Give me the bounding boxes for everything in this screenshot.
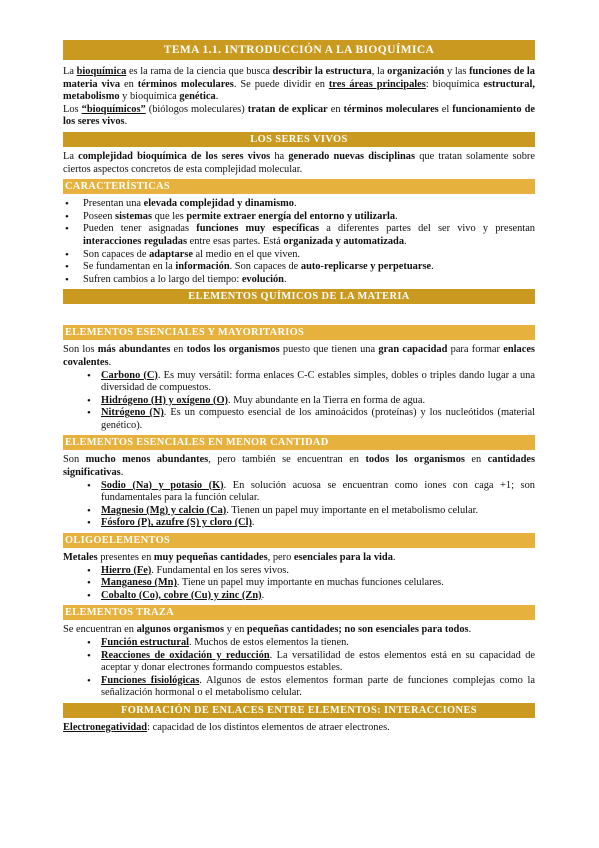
intro-paragraph-1: La bioquímica es la rama de la ciencia que busca describir la estructura, la organización y las funciones de la materia viva en términos moleculares. Se puede dividir en tres áreas principales: bioquímica estructural, metabolismo y bioquímica genética. (63, 66, 536, 103)
traza-paragraph: Se encuentran en algunos organismos y en pequeñas cantidades; no son esenciales para todos. (63, 624, 472, 636)
section-heading-seres-vivos: LOS SERES VIVOS (63, 132, 535, 147)
list-item: • Sufren cambios a lo largo del tiempo: evolución. (63, 274, 535, 287)
traza-list (63, 637, 535, 700)
menor-cantidad-list (63, 480, 535, 530)
list-item: • Función estructural. Muchos de estos elementos la tienen. (87, 637, 535, 650)
subheading-menor-cantidad: ELEMENTOS ESENCIALES EN MENOR CANTIDAD (63, 435, 535, 450)
caracteristicas-list (63, 198, 535, 286)
list-item: • Magnesio (Mg) y calcio (Ca). Tienen un papel muy importante en el metabolismo celular. (87, 505, 535, 518)
list-item: • Hierro (Fe). Fundamental en los seres vivos. (87, 565, 535, 578)
mayoritarios-list (63, 370, 535, 433)
section-spacer (63, 308, 535, 322)
list-item: • Cobalto (Co), cobre (Cu) y zinc (Zn). (87, 590, 535, 603)
list-item: • Nitrógeno (N). Es un compuesto esencial de los aminoácidos (proteínas) y los nucleótidos (material genético). (87, 407, 535, 432)
seres-vivos-paragraph: La complejidad bioquímica de los seres vivos ha generado nuevas disciplinas que tratan solamente sobre ciertos aspectos concretos de esta complejidad molecular. (63, 150, 535, 175)
mayoritarios-paragraph: Son los más abundantes en todos los organismos puesto que tienen una gran capacidad para formar enlaces covalentes. (63, 344, 535, 368)
list-item: • Sodio (Na) y potasio (K). En solución acuosa se encuentran como iones con caga +1; son fundamentales para la función celular. (87, 480, 535, 505)
list-item: • Carbono (C). Es muy versátil: forma enlaces C-C estables simples, dobles o triples dando lugar a una diversidad de compuestos. (87, 370, 535, 395)
intro-paragraph-2: Los “bioquímicos” (biólogos moleculares) tratan de explicar en términos moleculares el funcionamiento de los seres vivos. (63, 103, 535, 128)
page-title: TEMA 1.1. INTRODUCCIÓN A LA BIOQUÍMICA (63, 40, 535, 60)
section-heading-enlaces: FORMACIÓN DE ENLACES ENTRE ELEMENTOS: INTERACCIONES (63, 703, 535, 718)
list-item: • Poseen sistemas que les permite extraer energía del entorno y utilizarla. (63, 211, 535, 224)
list-item: • Manganeso (Mn). Tiene un papel muy importante en muchas funciones celulares. (87, 577, 535, 590)
list-item: • Fósforo (P), azufre (S) y cloro (Cl). (87, 517, 535, 530)
list-item: • Reacciones de oxidación y reducción. La versatilidad de estos elementos está en su capacidad de aceptar y donar electrones formando compuestos estables. (87, 650, 535, 675)
oligoelementos-paragraph: Metales presentes en muy pequeñas cantidades, pero esenciales para la vida. (63, 552, 396, 564)
menor-cantidad-paragraph: Son mucho menos abundantes, pero también se encuentran en todos los organismos en cantidades significativas. (63, 454, 535, 479)
subheading-caracteristicas: CARACTERÍSTICAS (63, 179, 535, 194)
oligoelementos-list (63, 565, 535, 603)
list-item: • Se fundamentan en la información. Son capaces de auto-replicarse y perpetuarse. (63, 261, 535, 274)
subheading-oligoelementos: OLIGOELEMENTOS (63, 533, 535, 548)
enlaces-paragraph: Electronegatividad: capacidad de los distintos elementos de atraer electrones. (63, 721, 390, 733)
list-item: • Presentan una elevada complejidad y dinamismo. (63, 198, 535, 211)
list-item: • Funciones fisiológicas. Algunos de estos elementos forman parte de funciones complejas como la señalización hormonal o el metabolismo celular. (87, 675, 535, 700)
section-heading-elementos-quimicos: ELEMENTOS QUÍMICOS DE LA MATERIA (63, 289, 535, 304)
list-item: • Pueden tener asignadas funciones muy específicas a diferentes partes del ser vivo y presentan interacciones reguladas entre esas partes. Está organizada y automatizada. (63, 223, 535, 248)
subheading-elementos-traza: ELEMENTOS TRAZA (63, 605, 535, 620)
subheading-mayoritarios: ELEMENTOS ESENCIALES Y MAYORITARIOS (63, 325, 535, 340)
list-item: • Son capaces de adaptarse al medio en el que viven. (63, 249, 535, 262)
list-item: • Hidrógeno (H) y oxígeno (O). Muy abundante en la Tierra en forma de agua. (87, 395, 535, 408)
